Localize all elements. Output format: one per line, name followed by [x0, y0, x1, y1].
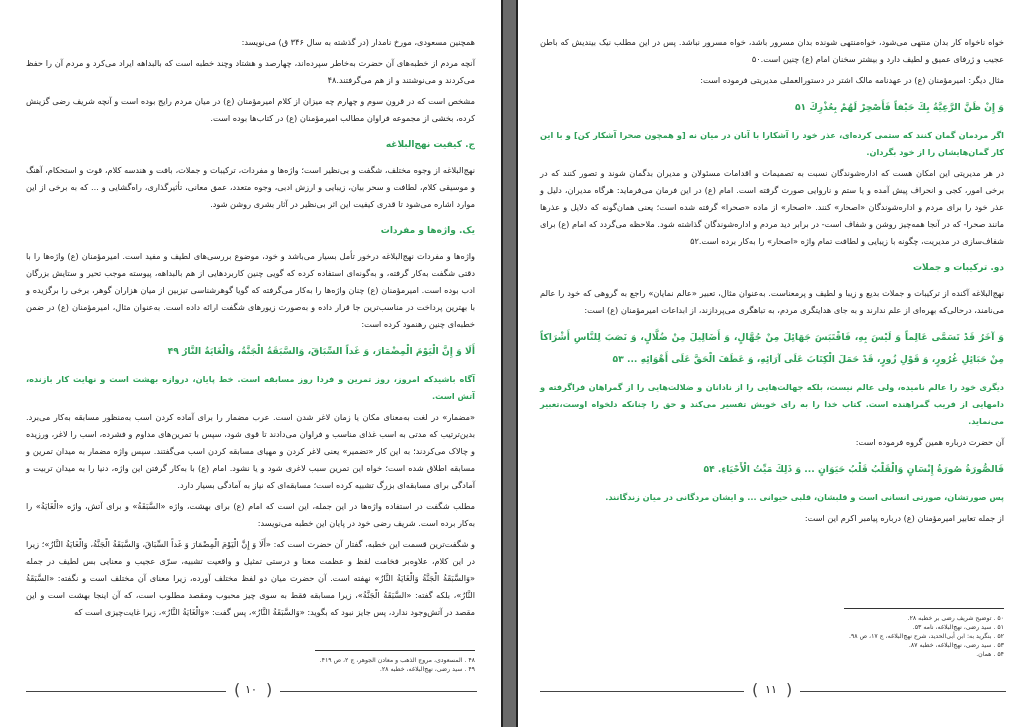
- footnotes: [320, 656, 475, 674]
- arabic-quote: فَالصُّورَةُ صُورَةُ إِنْسَانٍ وَالْقَلْبُ قَلْبُ حَيَوَانٍ ... وَ ذَلِكَ مَيِّتُ الْأَحْيَاءِ. ۵۴: [703, 464, 1004, 475]
- footnote: ۴۸ . المسعودی، مروج الذهب و معادن الجوهر، ج ۲، ص ۴۱۹.: [319, 657, 475, 664]
- footnote: ۵۲ . بنگرید به: ابن أبی‌الحدید، شرح نهج‌البلاغه، ج ۱۷، ص ۹۸.: [849, 633, 1004, 640]
- quote-translation: آگاه باشید‌که امروز، روز تمرین و فردا روز مسابقه است. خط پایان، دروازه بهشت است و نهایت کار بازنده، آتش است.: [26, 374, 475, 401]
- paragraph: در هر مدیریتی این امکان هست که اداره‌شوندگان نسبت به تصمیمات و اقدامات مسئولان و مدیران بدگمان شوند و تصور کنند که در برخی امور، کجی و انحراف پیش آمده و یا ستم و ناروایی صورت گرفته است. امام (ع) در این فرمان می‌فرماید: هرگاه مدیران، دلیل و عذر خود را برای مردم و اداره‌شوندگان «اصحار» کنند. «اصحار» از ماده «صحرا» گرفته شده است؛ یعنی همان‌گونه که دلایل و عذرها مانند صحرا‌- که در آنجا همه‌چیز روشن و شفاف است- در برابر دید مردم و اداره‌شوندگان گذاشته شود. ملاحظه می‌گردد که امام (ع) برای شفاف‌سازی در مدیریت، چگونه با زیبایی و لطافت تمام واژه «اصحار» را به‌کار برده است.۵۲: [540, 168, 1004, 246]
- page-number-rule: [280, 691, 477, 692]
- page-number: ۱۰: [245, 683, 257, 696]
- arabic-quote: وَ آخَرُ قَدْ تَسَمَّى عَالِماً وَ لَيْسَ بِهِ، فَاقْتَبَسَ جَهَائِلَ مِنْ جُهَّالٍ، وَ أَضَالِيلَ مِنْ ضُلَّالٍ، وَ نَصَبَ لِلنَّاسِ أَشْرَاكاً مِنْ حَبَائِلِ غُرُورٍ، وَ قَوْلِ زُورٍ، قَدْ حَمَلَ الْكِتَابَ عَلَى آرَائِهِ، وَ عَطَفَ الْحَقَّ عَلَى أَهْوَائِهِ ... ۵۳: [540, 332, 1004, 365]
- quote-translation: پس صورتشان، صورتی انسانی است و قلبشان، قلبی حیوانی ... و ایشان مردگانی در میان زندگانند.: [605, 492, 1004, 502]
- page-number-rule: [26, 691, 226, 692]
- quote-translation: دیگری خود را عالم نامیده، ولی عالم نیست، بلکه جهالت‌هایی را از نادانان و ضلالت‌هایی را از گمراهان فراگرفته و دامهایی از فریب گمراهنده است. کتاب خدا را به رای خویش تفسیر می‌کند و حق را چنانکه دلخواه اوست،تعبیر می‌نماید.: [540, 382, 1004, 426]
- left-page-body: [26, 34, 475, 625]
- paragraph: واژه‌ها و مفردات نهج‌البلاغه درخور تأمل بسیار می‌باشد و خود، موضوع بررسی‌های لطیف و مفید است. امیرمؤمنان (ع) واژه‌ها را با دقتی شگفت به‌کار گرفته، و به‌گونه‌ای استفاده کرده که گویی چنین کاربردهایی از هم بالبداهه، پیوسته موجب تحیر و ستایش بزرگان ادب بوده است. امیرمؤمنان (ع) چنان واژه‌ها را به‌کار می‌گرفته که گویا گوهرشناسی تیزبین از میان هزاران گوهر، برخی را برگزیده و با بهترین پرداخت در مناسب‌ترین جا قرار داده و به‌صورت زیورهای شگفت ارائه داده است. به‌عنوان مثال، امیرمؤمنان (ع) در ضمن خطبه‌ای چنین رهنمود کرده است:: [26, 251, 475, 329]
- footnote: ۵۰ . توضیح شریف رضی بر خطبه ۲۸.: [907, 615, 1004, 622]
- paragraph: آنچه مردم از خطبه‌های آن حضرت به‌خاطر سپرده‌اند، چهارصد و هشتاد وچند خطبه است که بالبداهه ایراد می‌کرد و مردم آن را حفظ می‌کردند و می‌نوشتند و از هم می‌گرفتند.۴۸: [26, 58, 475, 85]
- paragraph: خواه ناخواه کار بدان منتهی می‌شود، خواه‌منتهی شونده بدان مسرور باشد، خواه مسرور نباشد. پس در این مطلب نیک بیندیش که باطن عجیب و ژرفای عمیق و لطیف دارد و بیشتر سخنان امام (ع) چنین است.۵۰: [540, 37, 1004, 64]
- footnote: ۵۴ . همان.: [976, 651, 1004, 658]
- subsection-heading: یک. واژه‌ها و مفردات: [380, 226, 475, 236]
- footnote: ۴۹ . سید رضی، نهج‌البلاغه، خطبه ۲۸.: [379, 666, 475, 673]
- quote-translation: اگر مردمان گمان کنند که ستمی کرده‌ای، عذر خود را آشکارا با آنان در میان نه [و همچون صحرا آشکار کن] و با این کار گمان‌هایشان را از خود بگردان.: [540, 130, 1004, 157]
- right-page: [516, 0, 1026, 727]
- paragraph: همچنین مسعودی، مورخ نامدار (در گذشته به سال ۳۴۶ ق) می‌نویسد:: [241, 37, 475, 47]
- paragraph: مثال دیگر: امیرمؤمنان (ع) در عهدنامه مالک اشتر در دستورالعملی مدیریتی فرموده است:: [700, 75, 1004, 85]
- footnote: ۵۱ . سید رضی، نهج‌البلاغه، نامه ۵۳.: [912, 624, 1004, 631]
- footnotes: [849, 614, 1004, 659]
- bracket-right: ): [266, 680, 273, 699]
- page-number: ۱۱: [765, 683, 777, 696]
- right-page-body: [540, 34, 1004, 531]
- arabic-quote: أَلَا وَ إِنَّ الْيَوْمَ الْمِضْمَارَ، وَ غَداً السِّبَاقَ، وَالسَّبَقَةُ الْجَنَّةُ، وَالْغَايَةُ النَّارُ ۴۹: [167, 346, 475, 357]
- arabic-quote: وَ إِنْ ظَنَّ الرَّعِيَّةُ بِكَ حَيْفاً فَأَصْحِرْ لَهُمْ بِعُذْرِكَ ۵۱: [794, 102, 1004, 113]
- page-number-bar: [518, 680, 1026, 702]
- paragraph: آن حضرت درباره همین گروه فرموده است:: [855, 437, 1004, 447]
- page-number-bar: [0, 680, 503, 702]
- paragraph: نهج‌البلاغه از وجوه مختلف، شگفت و بی‌نظیر است؛ واژه‌ها و مفردات، ترکیبات و جملات، بافت و هندسه کلام، قوت و استحکام، آهنگ و موسیقی کلام، لطافت و سحر بیان، زیبایی و ارزش ادبی، وجوه متعدد، عمق معانی، تأثیرگذاری، راه‌گشایی و ... که به برخی از این موارد اشاره می‌شود تا قدری کیفیت این اثر بی‌نظیر در آثار بشری روشن شود.: [26, 165, 475, 209]
- page-gutter: [503, 0, 516, 727]
- paragraph: «مضمار» در لغت به‌معنای مکان یا زمان لاغر شدن است. عرب مضمار را برای آماده کردن اسب به‌منظور مسابقه به‌کار می‌برد. بدین‌ترتیب که مدتی به اسب غذای مناسب و فراوان می‌دادند تا قوی شود، سپس با تمرین‌های مداوم و فشرده، اسب را لاغر، ورزیده و چالاک می‌کردند؛ به این کار «تضمیر» یعنی لاغر کردن و مهیای مسابقه کردن اسب می‌گفتند. سپس واژه مضمار به میدان تمرین و مسابقه اطلاق شده است؛ خواه این تمرین سبب لاغری شود و یا نشود. امام (ع) با به‌کار گرفتن این واژه، دنیا را به میدان تربیت و آمادگی برای مسابقه‌ای بزرگ تشبیه کرده است؛ مسابقه‌ای که نیاز به آمادگی بسیار دارد.: [26, 412, 475, 490]
- left-page: [0, 0, 503, 727]
- footnote-rule: [315, 650, 475, 651]
- subsection-heading: دو. ترکیبات و جملات: [912, 263, 1004, 273]
- paragraph: مطلب شگفت در استفاده واژه‌ها در این جمله، این است که امام (ع) برای بهشت، واژه «السَّبَقَةُ» و برای آتش، واژه «الْغَايَةُ» را به‌کار برده است. شریف رضی خود در پایان این خطبه می‌نویسد:: [26, 501, 475, 528]
- paragraph: نهج‌البلاغه آکنده از ترکیبات و جملات بدیع و زیبا و لطیف و پرمعناست. به‌عنوان مثال، تعبیر «عالم نمایان» راجع به گروهی که خود را عالم می‌نامند، درحالی‌که بهره‌ای از علم ندارند و به جای هدایتگری مردم، به تباهگری می‌پردازند، از ابداعات امیرمؤمنان (ع) است:: [540, 288, 1004, 315]
- footnote: ۵۳ . سید رضی، نهج‌البلاغه، خطبه ۸۷.: [908, 642, 1004, 649]
- page-number-rule: [800, 691, 1006, 692]
- paragraph: مشخص است که در قرون سوم و چهارم چه میزان از کلام امیرمؤمنان (ع) در میان مردم رایج بوده است و آنچه شریف رضی گزینش کرده، بخشی از مجموعه فراوان مطالب امیرمؤمنان (ع) در کتاب‌ها بوده است.: [26, 96, 475, 123]
- paragraph: از جمله تعابیر امیرمؤمنان (ع) درباره پیامبر اکرم این است:: [804, 513, 1004, 523]
- bracket-left: (: [234, 680, 241, 699]
- bracket-left: (: [752, 680, 759, 699]
- page-number-rule: [540, 691, 744, 692]
- footnote-rule: [844, 608, 1004, 609]
- paragraph: و شگفت‌ترین قسمت این خطبه، گفتار آن حضرت است که: «أَلَا وَ إِنَّ الْيَوْمَ الْمِضْمَارَ وَ غَداً السِّبَاقَ، وَالسَّبَقَةُ الْجَنَّةُ، وَالْغَايَةُ النَّارُ»؛ زیرا در این کلام، علاوه‌بر فخامت لفظ و عظمت معنا و درستی تمثیل و واقعیت تشبیه، سرّی عجیب و معنایی بس لطیف در جمله «وَالسَّبَقَةُ الْجَنَّةُ وَالْغَايَةُ النَّارُ» نهفته است. آن حضرت میان دو لفظ مختلف آورده، زیرا معنای آن مختلف است و نگفته: «السَّبَقَةُ النَّارُ»، بلکه گفته: «السَّبَقَةُ الْجَنَّةُ»، زیرا مسابقه فقط به سوی چیز محبوب ومقصد مطلوب است، که آن اینجا بهشت است و این مقصد در آتش‌وجود ندارد، پس جایز نبود که بگوید: «وَالسَّبَقَةُ النَّارُ»، پس گفت: «وَالْغَايَةُ النَّارُ»، زیرا غایت‌چیزی است که: [26, 539, 475, 617]
- section-heading: ج. کیفیت نهج‌البلاغه: [385, 140, 475, 150]
- bracket-right: ): [786, 680, 793, 699]
